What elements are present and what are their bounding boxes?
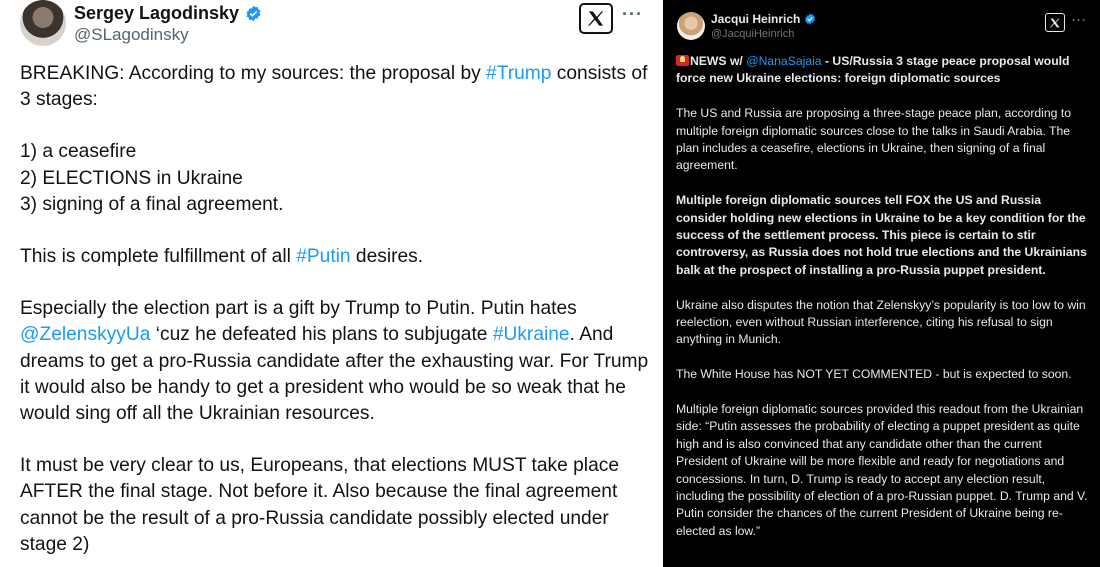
tweet-paragraph: [20, 296, 650, 427]
stage-2: 2) ELECTIONS in Ukraine: [20, 167, 243, 189]
tweet-paragraph: The US and Russia are proposing a three-stage peace plan, according to multiple foreign diplomatic sources close to the talks in Saudi Arabia. The plan includes a ceasefire, elections in Ukraine, then signing of a final agreement.: [676, 106, 1071, 173]
text-span: . And dreams to get a pro-Russia candidate after the exhausting war. For Trump it would also be handy to get a president who would be so weak that he would sing off all the Ukrainian resources.: [20, 324, 649, 425]
author-name[interactable]: [711, 12, 816, 26]
text-span: ‘cuz he defeated his plans to subjugate: [150, 324, 493, 346]
text-span: BREAKING: According to my sources: the proposal by: [20, 63, 487, 84]
siren-emoji-icon: [676, 55, 689, 66]
x-logo-icon[interactable]: [579, 3, 613, 34]
tweet-paragraph: It must be very clear to us, Europeans, that elections MUST take place AFTER the final stage. Not before it. Also because the final agreement cannot be the result of a pro-Russia candidate possibly elected under stage 2): [20, 455, 620, 555]
author-handle[interactable]: @SLagodinsky: [74, 25, 189, 44]
text-span: - US/Russia 3 stage peace proposal would force new Ukraine elections: foreign diplomatic sources: [676, 54, 1070, 86]
mention-zelenskyyua[interactable]: @ZelenskyyUa: [20, 324, 151, 346]
verified-badge-icon: [245, 5, 262, 22]
tweet-paragraph: Ukraine also disputes the notion that Zelenskyy’s popularity is too low to win reelection, even without Russian interference, citing his refusal to sign anything in Munich.: [676, 297, 1086, 347]
tweet-paragraph: [20, 244, 650, 270]
author-name[interactable]: [74, 3, 262, 24]
hashtag-ukraine[interactable]: #Ukraine: [492, 324, 570, 346]
text-span: Especially the election part is a gift by Trump to Putin. Putin hates: [20, 298, 577, 320]
text-span: consists of 3 stages:: [20, 63, 648, 111]
text-span: This is complete fulfillment of all: [20, 246, 297, 268]
tweet-paragraph: The White House has NOT YET COMMENTED - but is expected to soon.: [676, 367, 1072, 382]
verified-badge-icon: [804, 13, 816, 25]
more-options-icon[interactable]: ···: [1072, 13, 1087, 27]
stage-1: 1) a ceasefire: [20, 141, 137, 163]
author-name-text[interactable]: Jacqui Heinrich: [711, 12, 801, 26]
author-name-text[interactable]: Sergey Lagodinsky: [74, 3, 240, 23]
tweet-body: [676, 53, 1091, 558]
x-logo-icon[interactable]: [1045, 13, 1065, 32]
author-handle[interactable]: @JacquiHeinrich: [711, 28, 795, 40]
hashtag-trump[interactable]: #Trump: [486, 63, 552, 84]
stage-3: 3) signing of a final agreement.: [20, 193, 284, 215]
hashtag-putin[interactable]: #Putin: [296, 246, 351, 268]
text-span: desires.: [350, 246, 424, 268]
more-options-icon[interactable]: ···: [622, 4, 643, 24]
mention-nanasajaia[interactable]: @NanaSajaia: [746, 54, 822, 68]
text-span: NEWS w/: [690, 54, 747, 68]
tweet-paragraph: Multiple foreign diplomatic sources provided this readout from the Ukrainian side: “Putin assesses the probability of electing a puppet president as quite high and is also convinced that any candidate other than the current President of Ukraine will be more flexible and ready for negotiations and concessions. In turn, D. Trump is ready to accept any election result, including the possibility of election of a pro-Russian puppet. D. Trump and V. Putin consider the chances of the current President of Ukraine being re-elected as low.”: [676, 402, 1088, 538]
right-tweet: [663, 0, 1100, 567]
avatar[interactable]: [20, 0, 66, 46]
tweet-paragraph: [20, 61, 650, 113]
headline: [676, 53, 1091, 88]
avatar[interactable]: [677, 12, 705, 40]
tweet-paragraph: Multiple foreign diplomatic sources tell FOX the US and Russia consider holding new elections in Ukraine to be a key condition for the success of the settlement process. This piece is certain to stir controversy, as Russia does not hold true elections and the Ukrainians balk at the prospect of installing a pro-Russia puppet president.: [676, 193, 1087, 277]
tweet-body: [20, 61, 650, 558]
